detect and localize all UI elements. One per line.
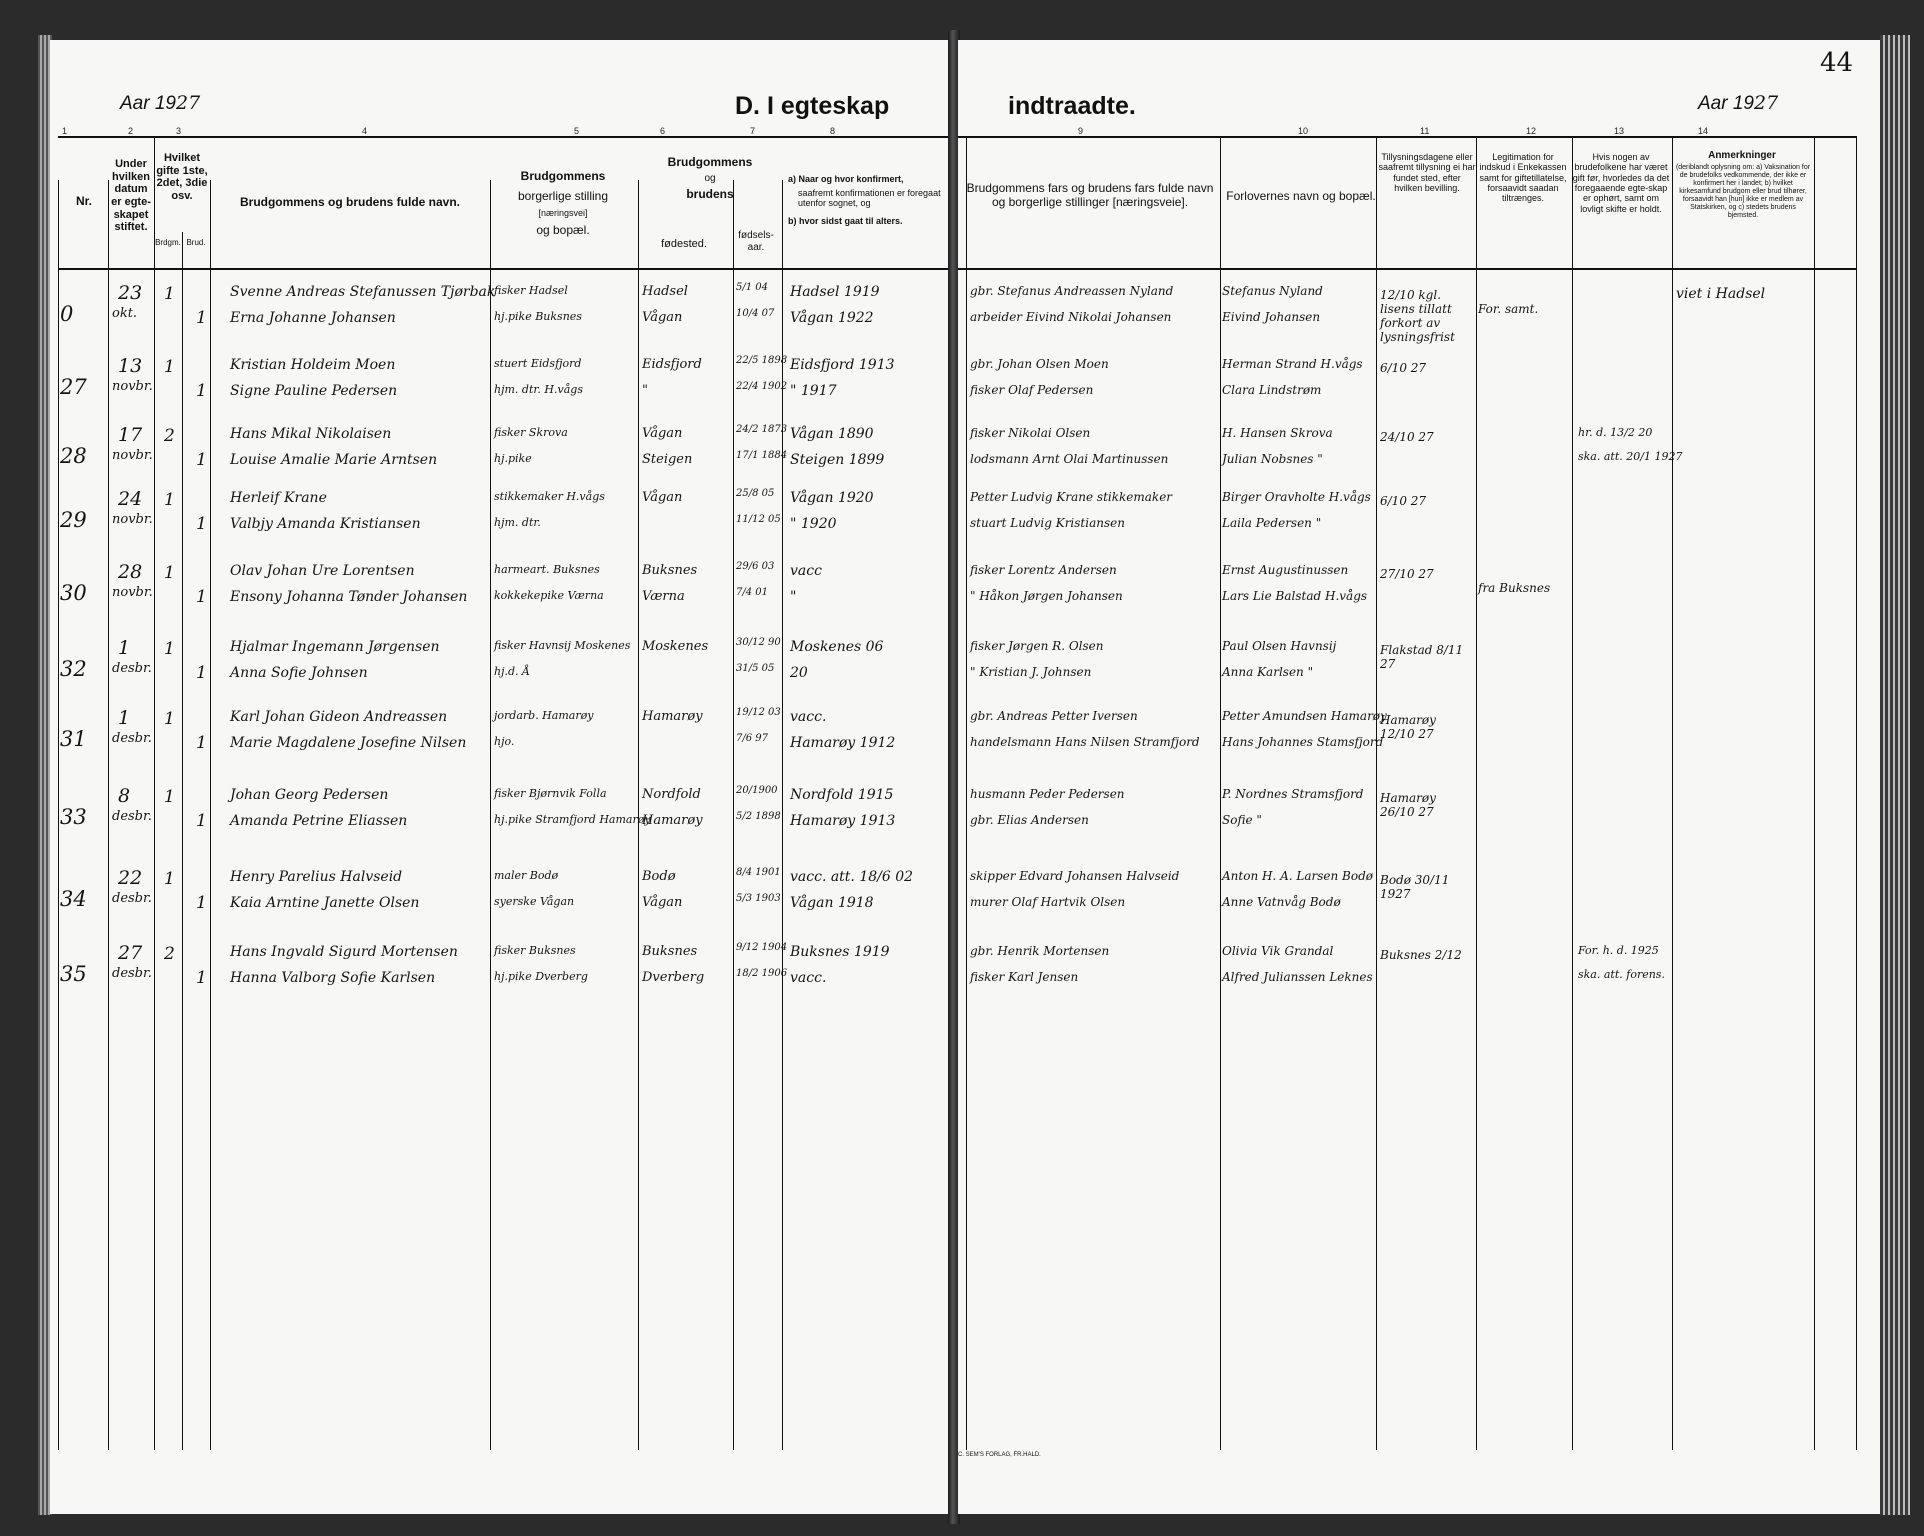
bride-name: Louise Amalie Marie Arntsen [230, 452, 438, 468]
groom-confirmation: Hadsel 1919 [790, 284, 880, 300]
groom-birthplace: Eidsfjord [642, 357, 702, 372]
witness-2: Sofie " [1222, 813, 1262, 827]
column-rule [966, 136, 967, 1450]
record-month: novbr. [112, 512, 153, 527]
printer-imprint: C. SEM'S FORLAG, FR.HALD. [958, 1452, 1041, 1458]
banns-date: Hamarøy 26/10 27 [1380, 791, 1436, 819]
witness-2: Alfred Julianssen Leknes [1222, 970, 1373, 984]
left-year-label: Aar 1927 [120, 92, 201, 114]
groom-occupation: stikkemaker H.vågs [494, 490, 605, 503]
column-rule [1672, 136, 1673, 1450]
header-birth-line1: Brudgommens [667, 155, 753, 169]
bride-occupation: hj.pike Dverberg [494, 970, 588, 983]
bride-marriage-number: 1 [196, 811, 207, 831]
bride-marriage-number: 1 [196, 893, 207, 913]
column-rule [182, 232, 183, 1450]
groom-marriage-number: 1 [164, 490, 175, 510]
record-day: 24 [118, 488, 143, 510]
groom-confirmation: Moskenes 06 [790, 639, 884, 655]
groom-marriage-number: 1 [164, 563, 175, 583]
groom-birthdate: 5/1 04 [736, 282, 768, 293]
groom-marriage-number: 1 [164, 787, 175, 807]
bride-marriage-number: 1 [196, 308, 207, 328]
groom-birthplace: Buksnes [642, 563, 698, 578]
remark: viet i Hadsel [1676, 286, 1766, 302]
banns-date: 6/10 27 [1380, 361, 1427, 375]
bride-confirmation: " 1920 [790, 516, 837, 532]
bride-marriage-number: 1 [196, 381, 207, 401]
record-month: desbr. [112, 891, 152, 906]
groom-father: gbr. Henrik Mortensen [970, 944, 1110, 958]
bride-father: fisker Olaf Pedersen [970, 383, 1094, 397]
bride-confirmation: vacc. [790, 970, 827, 986]
banns-date: Bodø 30/11 1927 [1380, 873, 1450, 901]
record-day: 13 [118, 355, 143, 377]
bride-birthdate: 5/3 1903 [736, 893, 781, 904]
groom-birthdate: 19/12 03 [736, 707, 781, 718]
groom-name: Karl Johan Gideon Andreassen [230, 709, 448, 725]
bride-occupation: hjm. dtr. H.vågs [494, 383, 583, 396]
record-number: 32 [60, 657, 87, 681]
record-number: 30 [60, 581, 87, 605]
header-bottom-rule [58, 268, 950, 270]
bride-name: Anna Sofie Johnsen [230, 665, 368, 681]
bride-confirmation: Steigen 1899 [790, 452, 885, 468]
witness-2: Hans Johannes Stamsfjord [1222, 735, 1384, 749]
page-number: 44 [1820, 48, 1854, 78]
bride-name: Hanna Valborg Sofie Karlsen [230, 970, 436, 986]
bride-birthdate: 7/6 97 [736, 733, 768, 744]
bride-birthdate: 18/2 1906 [736, 968, 788, 979]
header-date: Under hvilken datum er egte-skapet stiftet. [111, 158, 151, 234]
bride-birthdate: 7/4 01 [736, 587, 768, 598]
bride-father: gbr. Elias Andersen [970, 813, 1089, 827]
header-occupation-line4: og bopæl. [536, 223, 590, 237]
banns-date: Hamarøy 12/10 27 [1380, 713, 1436, 741]
record-month: novbr. [112, 448, 153, 463]
groom-occupation: jordarb. Hamarøy [494, 709, 594, 722]
groom-father: Petter Ludvig Krane stikkemaker [970, 490, 1173, 504]
banns-date: 24/10 27 [1380, 430, 1434, 444]
witness-1: Anton H. A. Larsen Bodø [1222, 869, 1373, 883]
record-day: 23 [118, 282, 143, 304]
header-remarks-title: Anmerkninger [1708, 150, 1776, 161]
header-birthyear: fødsels-aar. [738, 230, 774, 253]
groom-birthdate: 20/1900 [736, 785, 778, 796]
witness-1: Paul Olsen Havnsij [1222, 639, 1337, 653]
bride-father: lodsmann Arnt Olai Martinussen [970, 452, 1169, 466]
column-number: 9 [1078, 126, 1084, 136]
groom-birthdate: 8/4 1901 [736, 867, 781, 878]
header-legitimation: Legitimation for indskud i Enkekassen samt for giftetillatelse, forsaavidt saadan tiltrænges. [1479, 152, 1567, 204]
record-month: desbr. [112, 966, 152, 981]
groom-confirmation: vacc [790, 563, 822, 579]
column-number: 4 [362, 126, 368, 136]
bride-occupation: hjm. dtr. [494, 516, 541, 529]
groom-birthplace: Moskenes [642, 639, 709, 654]
groom-confirmation: vacc. att. 18/6 02 [790, 869, 914, 885]
column-rule [1376, 136, 1377, 1450]
groom-name: Hans Ingvald Sigurd Mortensen [230, 944, 458, 960]
witness-1: Ernst Augustinussen [1222, 563, 1349, 577]
bride-occupation: syerske Vågan [494, 895, 575, 908]
witness-2: Eivind Johansen [1222, 310, 1321, 324]
witness-1: H. Hansen Skrova [1222, 426, 1333, 440]
column-rule [210, 180, 211, 1450]
groom-name: Hans Mikal Nikolaisen [230, 426, 392, 442]
column-number: 2 [128, 126, 134, 136]
bride-confirmation: Hamarøy 1912 [790, 735, 896, 751]
groom-occupation: fisker Skrova [494, 426, 568, 439]
column-number: 3 [176, 126, 182, 136]
banns-date: 6/10 27 [1380, 494, 1427, 508]
bride-confirmation: Vågan 1922 [790, 310, 874, 326]
bride-name: Signe Pauline Pedersen [230, 383, 398, 399]
groom-father: gbr. Stefanus Andreassen Nyland [970, 284, 1174, 298]
record-day: 27 [118, 942, 143, 964]
column-rule [108, 180, 109, 1450]
groom-marriage-number: 1 [164, 639, 175, 659]
column-rule [1814, 136, 1815, 1450]
bride-birthplace: Dverberg [642, 970, 705, 985]
bride-name: Amanda Petrine Eliassen [230, 813, 408, 829]
prior-marriage-note-2: ska. att. forens. [1578, 968, 1665, 981]
groom-father: gbr. Johan Olsen Moen [970, 357, 1109, 371]
groom-birthplace: Hadsel [642, 284, 688, 299]
header-occupation-line3: [næringsvei] [538, 208, 588, 218]
legitimation-note: fra Buksnes [1478, 581, 1551, 595]
column-number: 12 [1526, 126, 1537, 136]
record-month: desbr. [112, 661, 152, 676]
groom-name: Hjalmar Ingemann Jørgensen [230, 639, 440, 655]
bride-birthplace: Vågan [642, 310, 683, 325]
bride-birthplace: Vågan [642, 895, 683, 910]
column-number: 6 [660, 126, 666, 136]
bride-marriage-number: 1 [196, 733, 207, 753]
groom-name: Kristian Holdeim Moen [230, 357, 396, 373]
groom-name: Henry Parelius Halvseid [230, 869, 403, 885]
header-occupation-line2: borgerlige stilling [517, 189, 609, 203]
header-prior-marriage: Hvis nogen av brudefolkene har været gift før, hvorledes da det foregaaende egte-skap er ophørt, samt om lovligt skifte er holdt. [1572, 152, 1670, 214]
page-title-left: D. I egteskap [735, 92, 890, 120]
groom-marriage-number: 1 [164, 357, 175, 377]
column-number: 11 [1420, 126, 1430, 136]
witness-1: Olivia Vik Grandal [1222, 944, 1334, 958]
groom-occupation: fisker Bjørnvik Folla [494, 787, 607, 800]
bride-marriage-number: 1 [196, 663, 207, 683]
header-top-rule-right [958, 136, 1856, 138]
groom-confirmation: Vågan 1920 [790, 490, 874, 506]
header-confirm-b: b) hvor sidst gaat til alters. [788, 216, 903, 226]
groom-name: Johan Georg Pedersen [230, 787, 389, 803]
bride-father: fisker Karl Jensen [970, 970, 1079, 984]
banns-date: 12/10 kgl. lisens tillatt forkort av lysningsfrist [1380, 288, 1455, 344]
bride-father: arbeider Eivind Nikolai Johansen [970, 310, 1172, 324]
record-number: 31 [60, 727, 87, 751]
groom-occupation: fisker Hadsel [494, 284, 568, 297]
bride-birthplace: Hamarøy [642, 813, 703, 828]
bride-confirmation: 20 [790, 665, 808, 681]
left-page [50, 40, 950, 1514]
bride-marriage-number: 1 [196, 587, 207, 607]
bride-name: Kaia Arntine Janette Olsen [230, 895, 420, 911]
header-confirm-body: saafremt konfirmationen er foregaat utenfor sognet, og [798, 188, 941, 209]
column-rule [782, 180, 783, 1450]
groom-father: fisker Jørgen R. Olsen [970, 639, 1104, 653]
bride-father: " Kristian J. Johnsen [970, 665, 1092, 679]
bride-occupation: hj.d. Å [494, 665, 530, 678]
bride-name: Ensony Johanna Tønder Johansen [230, 589, 468, 605]
record-number: 33 [60, 805, 87, 829]
groom-birthplace: Vågan [642, 426, 683, 441]
record-number: 29 [60, 508, 87, 532]
record-number: 0 [60, 302, 74, 326]
groom-marriage-number: 1 [164, 709, 175, 729]
header-names: Brudgommens og brudens fulde navn. [239, 195, 460, 209]
bride-confirmation: Hamarøy 1913 [790, 813, 896, 829]
groom-father: skipper Edvard Johansen Halvseid [970, 869, 1180, 883]
bride-birthplace: Steigen [642, 452, 693, 467]
prior-marriage-note-1: hr. d. 13/2 20 [1578, 426, 1653, 439]
groom-occupation: fisker Buksnes [494, 944, 576, 957]
header-occupation-line1: Brudgommens [520, 169, 606, 183]
record-number: 35 [60, 962, 87, 986]
header-birth-line2: og [704, 173, 716, 184]
header-confirm-a: a) Naar og hvor konfirmert, [788, 174, 904, 184]
bride-birthdate: 5/2 1898 [736, 811, 781, 822]
column-number: 14 [1698, 126, 1709, 136]
column-rule [58, 180, 59, 1450]
bride-occupation: hjo. [494, 735, 515, 748]
bride-name: Erna Johanne Johansen [230, 310, 396, 326]
banns-date: Buksnes 2/12 [1380, 948, 1462, 962]
header-birthplace: fødested. [661, 238, 707, 250]
column-number: 5 [574, 126, 580, 136]
witness-1: Birger Oravholte H.vågs [1222, 490, 1371, 504]
bride-marriage-number: 1 [196, 968, 207, 988]
bride-birthdate: 31/5 05 [736, 663, 775, 674]
bride-confirmation: Vågan 1918 [790, 895, 874, 911]
bride-birthplace: Værna [642, 589, 685, 604]
column-rule [154, 180, 155, 1450]
record-number: 34 [60, 887, 87, 911]
groom-birthplace: Nordfold [642, 787, 701, 802]
groom-birthdate: 30/12 90 [736, 637, 781, 648]
bride-occupation: kokkekepike Værna [494, 589, 604, 602]
header-witnesses: Forlovernes navn og bopæl. [1226, 189, 1376, 203]
record-month: desbr. [112, 731, 152, 746]
bride-birthdate: 10/4 07 [736, 308, 775, 319]
column-rule [1220, 136, 1221, 1450]
header-birth-line3: brudens [686, 187, 734, 201]
header-nr: Nr. [75, 194, 92, 208]
bride-occupation: hj.pike [494, 452, 532, 465]
right-page [958, 40, 1880, 1514]
groom-birthplace: Bodø [642, 869, 676, 884]
groom-birthdate: 25/8 05 [736, 488, 775, 499]
witness-2: Lars Lie Balstad H.vågs [1222, 589, 1368, 603]
witness-1: Petter Amundsen Hamarøy [1222, 709, 1387, 723]
groom-confirmation: vacc. [790, 709, 827, 725]
groom-occupation: maler Bodø [494, 869, 559, 882]
record-month: okt. [112, 306, 138, 321]
bride-occupation: hj.pike Buksnes [494, 310, 582, 323]
column-number: 8 [830, 126, 836, 136]
header-banns: Tillysningsdagene eller saafremt tillysning ei har fundet sted, efter hvilken bevilling. [1378, 152, 1476, 194]
groom-father: fisker Lorentz Andersen [970, 563, 1117, 577]
groom-marriage-number: 1 [164, 869, 175, 889]
bride-marriage-number: 1 [196, 514, 207, 534]
groom-birthdate: 29/6 03 [736, 561, 775, 572]
column-rule [1572, 136, 1573, 1450]
groom-father: husmann Peder Pedersen [970, 787, 1125, 801]
header-top-rule [58, 136, 950, 138]
record-day: 17 [118, 424, 143, 446]
bride-father: " Håkon Jørgen Johansen [970, 589, 1123, 603]
groom-marriage-number: 2 [164, 426, 175, 446]
banns-date: Flakstad 8/11 27 [1380, 643, 1464, 671]
page-title-right: indtraadte. [1008, 92, 1136, 120]
bride-confirmation: " [790, 589, 797, 605]
record-day: 8 [118, 785, 131, 807]
bride-father: murer Olaf Hartvik Olsen [970, 895, 1126, 909]
groom-confirmation: Buksnes 1919 [790, 944, 890, 960]
record-month: novbr. [112, 585, 153, 600]
header-remarks-body: (deriblandt oplysning om: a) Vaksination for de brudefolks vedkommende, der ikke er konfirmert her i landet; b) hvilket kirkesamfund brudgom eller brud tilhører, forsaavidt han [hun] ikke er medlem av Statskirken, og c) stedets brudens bjemsted. [1675, 164, 1811, 220]
bride-father: stuart Ludvig Kristiansen [970, 516, 1125, 530]
record-number: 27 [60, 375, 87, 399]
witness-2: Laila Pedersen " [1222, 516, 1322, 530]
record-day: 1 [118, 637, 131, 659]
groom-father: fisker Nikolai Olsen [970, 426, 1091, 440]
groom-birthdate: 24/2 1873 [736, 424, 788, 435]
groom-confirmation: Nordfold 1915 [790, 787, 894, 803]
bride-occupation: hj.pike Stramfjord Hamarøy [494, 813, 651, 826]
record-day: 28 [118, 561, 143, 583]
witness-2: Anna Karlsen " [1222, 665, 1314, 679]
record-day: 1 [118, 707, 131, 729]
header-bottom-rule-right [958, 268, 1856, 270]
prior-marriage-note-2: ska. att. 20/1 1927 [1578, 450, 1683, 463]
bride-name: Valbjy Amanda Kristiansen [230, 516, 421, 532]
groom-birthplace: Vågan [642, 490, 683, 505]
groom-father: gbr. Andreas Petter Iversen [970, 709, 1138, 723]
header-brdgm: Brdgm. [155, 238, 181, 247]
column-number: 10 [1298, 126, 1309, 136]
record-month: novbr. [112, 379, 153, 394]
bride-marriage-number: 1 [196, 450, 207, 470]
column-rule [733, 180, 734, 1450]
groom-birthdate: 22/5 1898 [736, 355, 788, 366]
groom-name: Svenne Andreas Stefanussen Tjørbak [230, 284, 496, 300]
groom-birthdate: 9/12 1904 [736, 942, 788, 953]
header-brud: Brud. [186, 238, 206, 247]
column-rule [1856, 136, 1857, 1450]
bride-birthdate: 22/4 1902 [736, 381, 788, 392]
witness-2: Julian Nobsnes " [1222, 452, 1323, 466]
right-page-edges [1880, 35, 1910, 1515]
groom-occupation: harmeart. Buksnes [494, 563, 600, 576]
column-number: 1 [62, 126, 68, 136]
record-day: 22 [118, 867, 143, 889]
groom-occupation: fisker Havnsij Moskenes [494, 639, 631, 652]
column-rule [490, 180, 491, 1450]
groom-marriage-number: 2 [164, 944, 175, 964]
groom-confirmation: Eidsfjord 1913 [790, 357, 895, 373]
witness-2: Anne Vatnvåg Bodø [1222, 895, 1341, 909]
right-year-label: Aar 1927 [1698, 92, 1779, 114]
header-fathers: Brudgommens fars og brudens fars fulde navn og borgerlige stillinger [næringsveie]. [966, 181, 1214, 209]
groom-name: Olav Johan Ure Lorentsen [230, 563, 415, 579]
legitimation-note: For. samt. [1478, 302, 1539, 316]
groom-name: Herleif Krane [230, 490, 327, 506]
prior-marriage-note-1: For. h. d. 1925 [1578, 944, 1659, 957]
bride-father: handelsmann Hans Nilsen Stramfjord [970, 735, 1200, 749]
groom-occupation: stuert Eidsfjord [494, 357, 582, 370]
bride-birthdate: 17/1 1884 [736, 450, 788, 461]
record-month: desbr. [112, 809, 152, 824]
bride-birthplace: " [642, 383, 648, 398]
witness-2: Clara Lindstrøm [1222, 383, 1322, 397]
witness-1: Herman Strand H.vågs [1222, 357, 1363, 371]
groom-marriage-number: 1 [164, 284, 175, 304]
bride-confirmation: " 1917 [790, 383, 837, 399]
record-number: 28 [60, 444, 87, 468]
bride-name: Marie Magdalene Josefine Nilsen [230, 735, 467, 751]
header-which-marriage: Hvilket gifte 1ste, 2det, 3die osv. [156, 152, 208, 202]
groom-birthplace: Hamarøy [642, 709, 703, 724]
column-rule [1476, 136, 1477, 1450]
groom-birthplace: Buksnes [642, 944, 698, 959]
witness-1: P. Nordnes Stramsfjord [1222, 787, 1364, 801]
bride-birthdate: 11/12 05 [736, 514, 781, 525]
column-number: 7 [750, 126, 756, 136]
column-number: 13 [1614, 126, 1625, 136]
witness-1: Stefanus Nyland [1222, 284, 1323, 298]
banns-date: 27/10 27 [1380, 567, 1434, 581]
groom-confirmation: Vågan 1890 [790, 426, 874, 442]
